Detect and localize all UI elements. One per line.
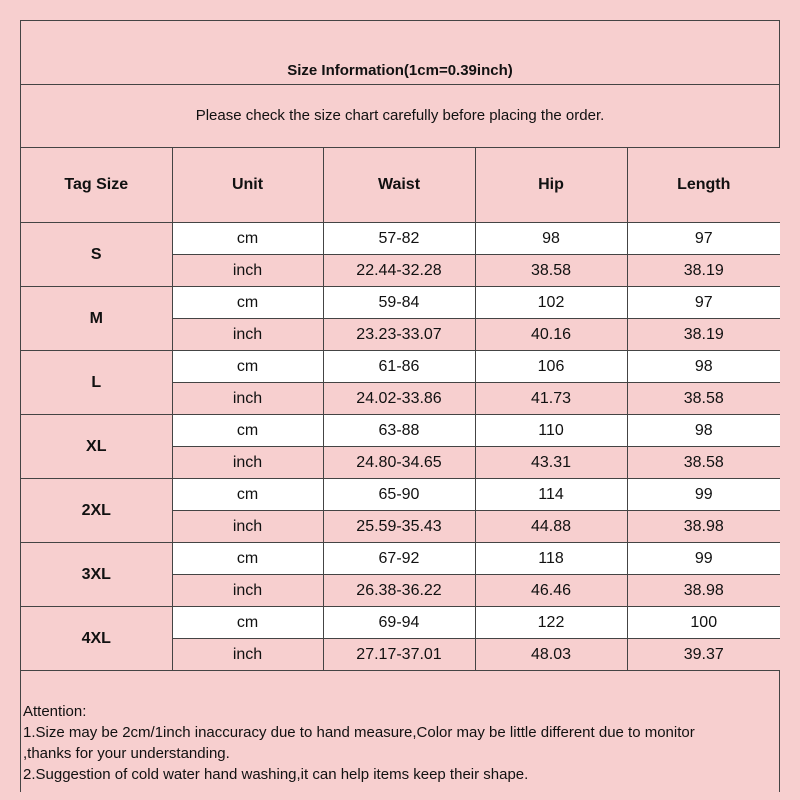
table-row bbox=[21, 223, 780, 255]
hip-cell: 118 bbox=[475, 543, 627, 575]
unit-cell: inch bbox=[172, 319, 323, 351]
length-cell: 98 bbox=[627, 351, 780, 383]
attention-notes bbox=[23, 701, 779, 785]
size-table bbox=[21, 148, 780, 671]
length-cell: 97 bbox=[627, 223, 780, 255]
waist-cell: 67-92 bbox=[323, 543, 475, 575]
table-row bbox=[21, 479, 780, 511]
unit-cell: cm bbox=[172, 287, 323, 319]
unit-cell: cm bbox=[172, 479, 323, 511]
unit-cell: inch bbox=[172, 511, 323, 543]
waist-cell: 65-90 bbox=[323, 479, 475, 511]
waist-cell: 69-94 bbox=[323, 607, 475, 639]
hip-cell: 43.31 bbox=[475, 447, 627, 479]
tag-size-cell: 3XL bbox=[21, 543, 172, 607]
tag-size-cell: L bbox=[21, 351, 172, 415]
tag-size-cell: XL bbox=[21, 415, 172, 479]
table-row bbox=[21, 287, 780, 319]
header-length: Length bbox=[627, 148, 780, 223]
table-row bbox=[21, 415, 780, 447]
tag-size-cell: M bbox=[21, 287, 172, 351]
unit-cell: cm bbox=[172, 223, 323, 255]
tag-size-cell: 2XL bbox=[21, 479, 172, 543]
unit-cell: inch bbox=[172, 255, 323, 287]
waist-cell: 25.59-35.43 bbox=[323, 511, 475, 543]
waist-cell: 24.80-34.65 bbox=[323, 447, 475, 479]
hip-cell: 106 bbox=[475, 351, 627, 383]
waist-cell: 57-82 bbox=[323, 223, 475, 255]
unit-cell: inch bbox=[172, 575, 323, 607]
hip-cell: 98 bbox=[475, 223, 627, 255]
unit-cell: cm bbox=[172, 543, 323, 575]
attention-line-3: 2.Suggestion of cold water hand washing,it can help items keep their shape. bbox=[23, 766, 529, 783]
unit-cell: cm bbox=[172, 415, 323, 447]
waist-cell: 24.02-33.86 bbox=[323, 383, 475, 415]
length-cell: 98 bbox=[627, 415, 780, 447]
length-cell: 38.19 bbox=[627, 255, 780, 287]
table-row bbox=[21, 543, 780, 575]
length-cell: 99 bbox=[627, 479, 780, 511]
hip-cell: 122 bbox=[475, 607, 627, 639]
waist-cell: 59-84 bbox=[323, 287, 475, 319]
waist-cell: 26.38-36.22 bbox=[323, 575, 475, 607]
length-cell: 38.19 bbox=[627, 319, 780, 351]
unit-cell: cm bbox=[172, 351, 323, 383]
waist-cell: 22.44-32.28 bbox=[323, 255, 475, 287]
hip-cell: 41.73 bbox=[475, 383, 627, 415]
waist-cell: 63-88 bbox=[323, 415, 475, 447]
length-cell: 100 bbox=[627, 607, 780, 639]
order-note: Please check the size chart carefully before placing the order. bbox=[21, 85, 779, 148]
header-waist: Waist bbox=[323, 148, 475, 223]
length-cell: 38.98 bbox=[627, 575, 780, 607]
unit-cell: inch bbox=[172, 383, 323, 415]
tag-size-cell: S bbox=[21, 223, 172, 287]
length-cell: 99 bbox=[627, 543, 780, 575]
header-tag-size: Tag Size bbox=[21, 148, 172, 223]
waist-cell: 27.17-37.01 bbox=[323, 639, 475, 671]
header-unit: Unit bbox=[172, 148, 323, 223]
length-cell: 38.98 bbox=[627, 511, 780, 543]
unit-cell: inch bbox=[172, 447, 323, 479]
unit-cell: cm bbox=[172, 607, 323, 639]
table-row bbox=[21, 607, 780, 639]
attention-line-1: 1.Size may be 2cm/1inch inaccuracy due to hand measure,Color may be little different due to monitor bbox=[23, 724, 695, 741]
hip-cell: 38.58 bbox=[475, 255, 627, 287]
waist-cell: 23.23-33.07 bbox=[323, 319, 475, 351]
attention-line-2: ,thanks for your understanding. bbox=[23, 745, 230, 762]
tag-size-cell: 4XL bbox=[21, 607, 172, 671]
table-row bbox=[21, 351, 780, 383]
size-chart bbox=[20, 20, 780, 792]
hip-cell: 110 bbox=[475, 415, 627, 447]
hip-cell: 114 bbox=[475, 479, 627, 511]
chart-title: Size Information(1cm=0.39inch) bbox=[287, 62, 513, 79]
title-row bbox=[21, 21, 779, 85]
length-cell: 97 bbox=[627, 287, 780, 319]
length-cell: 39.37 bbox=[627, 639, 780, 671]
hip-cell: 46.46 bbox=[475, 575, 627, 607]
hip-cell: 40.16 bbox=[475, 319, 627, 351]
hip-cell: 44.88 bbox=[475, 511, 627, 543]
hip-cell: 102 bbox=[475, 287, 627, 319]
length-cell: 38.58 bbox=[627, 447, 780, 479]
length-cell: 38.58 bbox=[627, 383, 780, 415]
unit-cell: inch bbox=[172, 639, 323, 671]
header-hip: Hip bbox=[475, 148, 627, 223]
waist-cell: 61-86 bbox=[323, 351, 475, 383]
hip-cell: 48.03 bbox=[475, 639, 627, 671]
attention-heading: Attention: bbox=[23, 703, 87, 720]
